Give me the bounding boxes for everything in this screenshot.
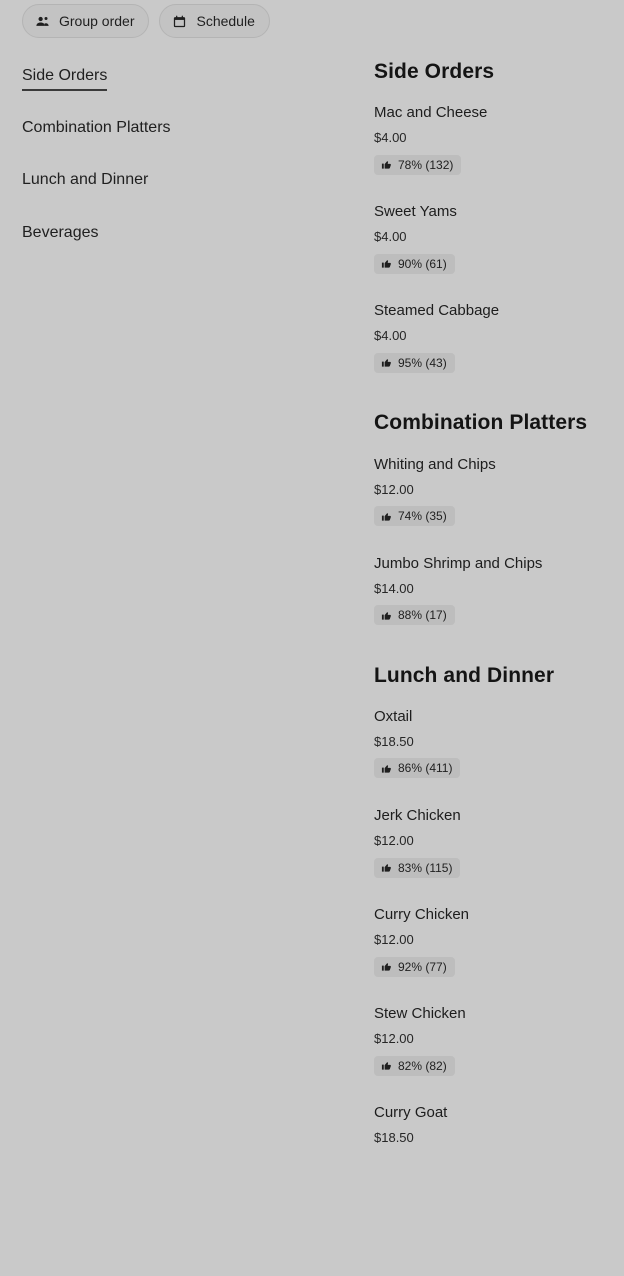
menu-item-rating-badge (374, 957, 455, 977)
menu-item-name[interactable]: Stew Chicken (374, 1005, 466, 1023)
thumbs-up-icon (381, 961, 392, 972)
menu-section (374, 664, 610, 1146)
menu-item-name[interactable]: Whiting and Chips (374, 455, 496, 473)
menu-category-nav (22, 60, 322, 269)
menu-item-rating-text: 74% (35) (398, 509, 447, 524)
sidebar-item-beverages[interactable]: Beverages (22, 223, 99, 241)
menu-item-price: $4.00 (374, 130, 407, 146)
menu-item-name[interactable]: Sweet Yams (374, 203, 457, 221)
menu-item-price: $12.00 (374, 932, 414, 948)
menu-item[interactable] (374, 104, 610, 175)
menu-item[interactable] (374, 906, 610, 977)
menu-item-price: $18.50 (374, 733, 414, 749)
thumbs-up-icon (381, 763, 392, 774)
menu-item-rating-text: 86% (411) (398, 761, 453, 776)
menu-item[interactable] (374, 456, 610, 527)
calendar-icon (172, 14, 187, 29)
menu-item-name[interactable]: Mac and Cheese (374, 104, 488, 122)
menu-item-price: $12.00 (374, 481, 414, 497)
menu-section (374, 60, 610, 373)
menu-item-price: $14.00 (374, 580, 414, 596)
menu-section (374, 411, 610, 625)
menu-item[interactable] (374, 708, 610, 779)
thumbs-up-icon (381, 159, 392, 170)
section-title: Side Orders (374, 60, 495, 83)
group-order-label: Group order (59, 13, 135, 29)
menu-item-price: $12.00 (374, 832, 414, 848)
menu-item-rating-text: 90% (61) (398, 256, 447, 271)
menu-item-rating-badge (374, 1056, 455, 1076)
menu-item-rating-badge (374, 758, 460, 778)
group-order-icon (35, 14, 50, 29)
schedule-button[interactable] (159, 4, 269, 38)
thumbs-up-icon (381, 610, 392, 621)
menu-item-rating-badge (374, 858, 460, 878)
menu-item-price: $18.50 (374, 1130, 414, 1146)
menu-item-rating-text: 92% (77) (398, 959, 447, 974)
menu-item-rating-badge (374, 254, 455, 274)
sidebar-item-combination-platters[interactable]: Combination Platters (22, 119, 171, 137)
thumbs-up-icon (381, 511, 392, 522)
section-title: Combination Platters (374, 411, 588, 435)
sidebar-item-side-orders[interactable]: Side Orders (22, 60, 107, 91)
group-order-button[interactable] (22, 4, 149, 38)
menu-item[interactable] (374, 1005, 610, 1076)
menu-item-rating-text: 83% (115) (398, 860, 453, 875)
menu-item-rating-badge (374, 155, 461, 175)
menu-item[interactable] (374, 555, 610, 626)
thumbs-up-icon (381, 862, 392, 873)
menu-item-name[interactable]: Steamed Cabbage (374, 302, 500, 320)
menu-item-name[interactable]: Oxtail (374, 707, 413, 725)
menu-item-rating-text: 95% (43) (398, 355, 447, 370)
toolbar-chips (22, 4, 270, 38)
menu-item[interactable] (374, 1104, 610, 1146)
sidebar-item-lunch-and-dinner[interactable]: Lunch and Dinner (22, 171, 149, 189)
menu-item-price: $4.00 (374, 328, 407, 344)
menu-item-price: $12.00 (374, 1031, 414, 1047)
menu-item-price: $4.00 (374, 229, 407, 245)
menu-item[interactable] (374, 807, 610, 878)
menu-sections (374, 60, 610, 1174)
thumbs-up-icon (381, 258, 392, 269)
menu-item[interactable] (374, 302, 610, 373)
menu-item-rating-text: 78% (132) (398, 157, 454, 172)
menu-item-rating-badge (374, 506, 455, 526)
menu-item-name[interactable]: Curry Goat (374, 1104, 448, 1122)
menu-item-name[interactable]: Jerk Chicken (374, 806, 461, 824)
menu-item-rating-badge (374, 353, 455, 373)
thumbs-up-icon (381, 357, 392, 368)
menu-item-rating-text: 88% (17) (398, 608, 447, 623)
menu-item-name[interactable]: Jumbo Shrimp and Chips (374, 554, 543, 572)
thumbs-up-icon (381, 1060, 392, 1071)
menu-item-name[interactable]: Curry Chicken (374, 906, 470, 924)
section-title: Lunch and Dinner (374, 663, 555, 687)
menu-item-rating-badge (374, 605, 455, 625)
menu-item[interactable] (374, 203, 610, 274)
schedule-label: Schedule (196, 13, 255, 29)
menu-item-rating-text: 82% (82) (398, 1058, 447, 1073)
